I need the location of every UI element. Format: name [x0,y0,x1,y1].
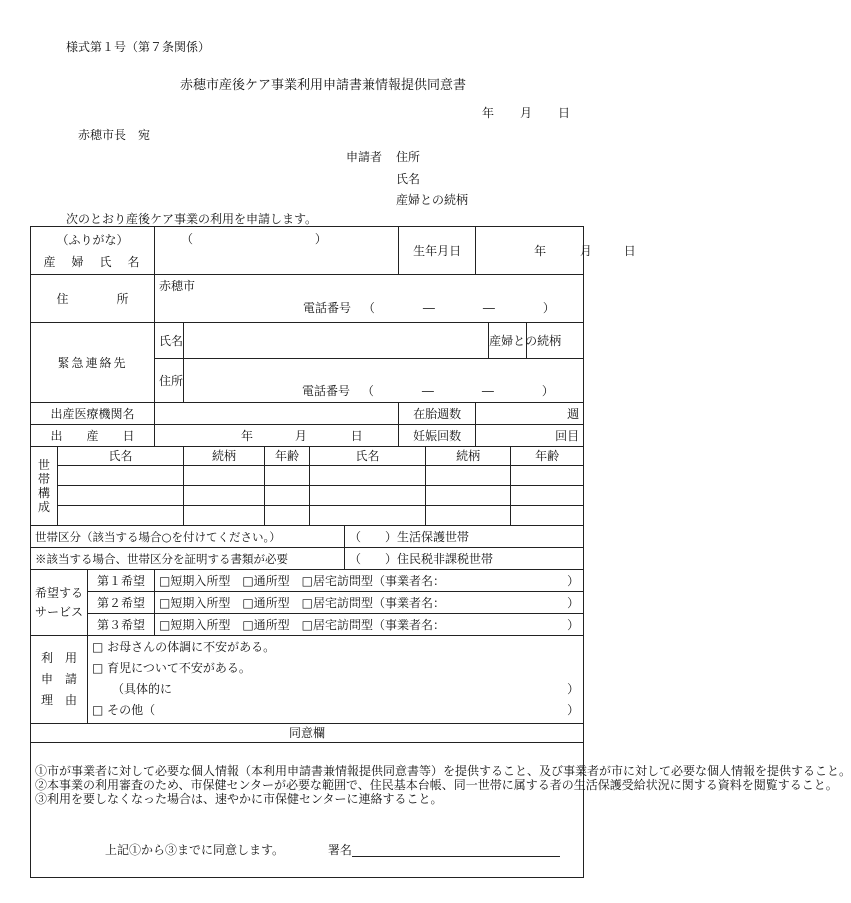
hospital-row [31,403,584,425]
consent-body-row [31,743,584,878]
service-label: 希望する サービス [31,570,88,636]
emergency-relation-label: 産婦との続柄 [489,323,527,359]
reason-label: 利 用 申 請 理 由 [31,636,88,724]
gestation-input[interactable]: 週 [476,403,584,425]
choice-3-options[interactable]: □短期入所型 □通所型 □居宅訪問型（事業者名： ） [155,614,584,636]
addressee: 赤穂市長 宛 [78,128,151,142]
emergency-address-label: 住所 [155,359,184,403]
city-label: 赤穂市 [159,279,196,293]
address-label: 住 所 [31,275,155,323]
signature-label: 署名 [327,842,352,857]
date-year: 年 [482,106,495,120]
reason-other-checkbox[interactable]: □ その他（ ） [92,703,580,717]
applicant-name-label: 氏名 [396,172,421,186]
choice-2-options[interactable]: □短期入所型 □通所型 □居宅訪問型（事業者名： ） [155,592,584,614]
address-row [31,275,584,323]
household-row[interactable] [31,486,584,506]
pregnancy-count-label: 妊娠回数 [399,425,476,447]
emergency-name-row [31,323,584,359]
service-row-3 [31,614,584,636]
reason-health-checkbox[interactable]: □ お母さんの体調に不安がある。 [92,640,276,654]
consent-body [31,743,851,878]
page-title: 赤穂市産後ケア事業利用申請書兼情報提供同意書 [180,78,467,93]
date-day: 日 [558,106,571,120]
gestation-label: 在胎週数 [399,403,476,425]
household-col-age-1: 年齢 [265,447,310,466]
consent-item-2: ②本事業の利用審査のため、市保健センターが必要な範囲で、住民基本台帳、同一世帯に属する者の生活保護受給状況に関する資料を閲覧すること。 [35,777,838,792]
emergency-phone-format: （ ― ― ） [361,384,554,398]
mother-name-row [31,227,584,275]
household-note-row [31,548,584,570]
household-col-relation-1: 続柄 [184,447,265,466]
hospital-label: 出産医療機関名 [31,403,155,425]
household-label: 世 帯 構 成 [31,447,58,526]
service-row-2 [31,592,584,614]
emergency-phone-label: 電話番号 [302,384,351,398]
intro-text: 次のとおり産後ケア事業の利用を申請します。 [66,212,318,226]
mother-name-label: 産 婦 氏 名 [43,254,142,269]
birth-date-row [31,425,584,447]
household-col-name-1: 氏名 [58,447,184,466]
consent-title: 同意欄 [31,724,584,743]
household-col-relation-2: 続柄 [426,447,511,466]
choice-3-label: 第３希望 [88,614,155,636]
hospital-input[interactable] [155,403,399,425]
tax-exempt-option[interactable]: （ ）住民税非課税世帯 [345,548,584,570]
signature-field[interactable] [352,842,560,857]
emergency-name-input[interactable] [184,323,489,359]
consent-header-row [31,724,584,743]
applicant-relation-label: 産婦との続柄 [396,193,469,207]
household-row[interactable] [31,506,584,526]
address-input[interactable] [155,275,584,323]
welfare-option[interactable]: （ ）生活保護世帯 [345,526,584,548]
mother-name-input[interactable]: （ ） [155,227,399,275]
household-class-row [31,526,584,548]
household-note: ※該当する場合、世帯区分を証明する書類が必要 [31,548,345,570]
phone-label: 電話番号 [303,301,352,315]
furigana-label: （ふりがな） [56,232,129,247]
consent-item-1: ①市が事業者に対して必要な個人情報（本利用申請書兼情報提供同意書等）を提供すること、及び事業者が市に対して必要な個人情報を提供すること。 [35,763,851,778]
applicant-label: 申請者 [346,150,383,164]
application-table [30,226,851,878]
choice-1-options[interactable]: □短期入所型 □通所型 □居宅訪問型（事業者名： ） [155,570,584,592]
pregnancy-count-input[interactable]: 回目 [476,425,584,447]
reason-options[interactable] [88,636,584,724]
choice-1-label: 第１希望 [88,570,155,592]
choice-2-label: 第２希望 [88,592,155,614]
date-month: 月 [520,106,533,120]
consent-item-3: ③利用を要しなくなった場合は、速やかに市保健センターに連絡すること。 [35,791,443,806]
emergency-name-label: 氏名 [155,323,184,359]
form-number: 様式第１号（第７条関係） [66,40,211,54]
applicant-address-label: 住所 [396,150,421,164]
emergency-address-input[interactable] [184,359,584,403]
birth-date-input[interactable]: 年 月 日 [155,425,399,447]
household-row[interactable] [31,466,584,486]
household-col-age-2: 年齢 [511,447,584,466]
birthdate-input[interactable]: 年 月 日 [476,227,584,275]
emergency-label: 緊急連絡先 [31,323,155,403]
mother-name-label-cell [31,227,155,275]
service-row-1 [31,570,584,592]
agree-text: 上記①から③までに同意します。 [105,842,285,857]
reason-childcare-checkbox[interactable]: □ 育児について不安がある。 [92,661,251,675]
birth-date-label: 出 産 日 [31,425,155,447]
birthdate-label: 生年月日 [399,227,476,275]
household-header-row [31,447,584,466]
reason-detail-field[interactable]: （具体的に ） [112,682,580,696]
phone-format: （ ― ― ） [362,301,555,315]
household-class-label: 世帯区分（該当する場合○を付けてください。） [31,526,345,548]
reason-row [31,636,584,724]
household-col-name-2: 氏名 [310,447,426,466]
